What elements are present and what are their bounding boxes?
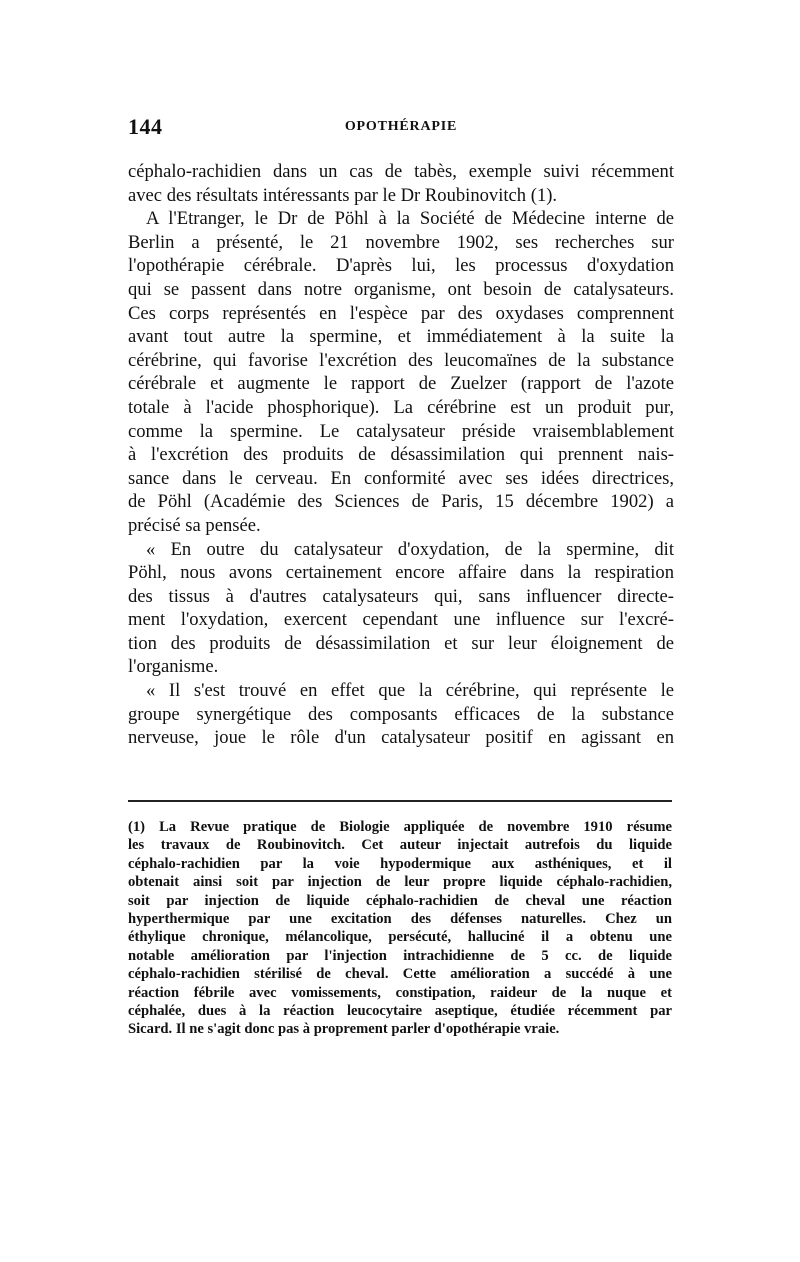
- text-line: céphalo-rachidien dans un cas de tabès, exemple suivi récemment: [128, 161, 674, 182]
- page-number: 144: [128, 114, 163, 139]
- text-line: Pöhl, nous avons certainement encore affaire dans la respiration: [128, 562, 674, 584]
- text-line: l'opothérapie cérébrale. D'après lui, les processus d'oxydation: [128, 255, 674, 277]
- text-line: comme la spermine. Le catalysateur préside vraisemblablement: [128, 420, 674, 442]
- body-text: [128, 160, 674, 750]
- text-line: nerveuse, joue le rôle d'un catalysateur positif en agissant en: [128, 727, 674, 749]
- text-line: ment l'oxydation, exercent cependant une influence sur l'excré-: [128, 609, 674, 631]
- text-line: avec des résultats intéressants par le Dr Roubinovitch (1).: [128, 184, 558, 206]
- text-line: Ces corps représentés en l'espèce par des oxydases comprennent: [128, 302, 674, 324]
- text-line: cérébrine, qui favorise l'excrétion des leucomaïnes de la substance: [128, 349, 674, 371]
- page-header: [128, 114, 674, 142]
- footnote-line: céphalo-rachidien par la voie hypodermique aux asthéniques, et il: [128, 855, 672, 872]
- text-line: précisé sa pensée.: [128, 514, 261, 536]
- text-line: l'organisme.: [128, 656, 219, 678]
- text-line: cérébrale et augmente le rapport de Zuelzer (rapport de l'azote: [128, 373, 674, 395]
- text-line: à l'excrétion des produits de désassimilation qui prennent nais-: [128, 444, 674, 466]
- text-line: des tissus à d'autres catalysateurs qui, sans influencer directe-: [128, 585, 674, 607]
- text-line: Berlin a présenté, le 21 novembre 1902, ses recherches sur: [128, 231, 674, 253]
- text-line: groupe synergétique des composants efficaces de la substance: [128, 703, 674, 725]
- footnote-line: hyperthermique par une excitation des défenses naturelles. Chez un: [128, 911, 672, 928]
- text-line: « Il s'est trouvé en effet que la cérébrine, qui représente le: [146, 680, 674, 702]
- footnote-line: (1) La Revue pratique de Biologie appliquée de novembre 1910 résume: [128, 819, 672, 835]
- footnote-rule: [128, 800, 672, 802]
- footnote-line: soit par injection de liquide céphalo-rachidien de cheval une réaction: [128, 892, 672, 909]
- footnote-line: éthylique chronique, mélancolique, persécuté, halluciné il a obtenu une: [128, 929, 672, 946]
- text-line: de Pöhl (Académie des Sciences de Paris, 15 décembre 1902) a: [128, 491, 674, 513]
- running-head: OPOTHÉRAPIE: [344, 119, 458, 134]
- footnote: [128, 818, 672, 1039]
- text-line: « En outre du catalysateur d'oxydation, de la spermine, dit: [146, 538, 674, 560]
- text-line: A l'Etranger, le Dr de Pöhl à la Société de Médecine interne de: [146, 208, 674, 230]
- text-line: totale à l'acide phosphorique). La cérébrine est un produit pur,: [128, 396, 674, 418]
- footnote-line: les travaux de Roubinovitch. Cet auteur injectait autrefois du liquide: [128, 837, 672, 854]
- footnote-line: notable amélioration par l'injection intrachidienne de 5 cc. de liquide: [128, 947, 672, 964]
- footnote-line: réaction fébrile avec vomissements, constipation, raideur de la nuque et: [128, 984, 672, 1001]
- footnote-line: obtenait ainsi soit par injection de leur propre liquide céphalo-rachidien,: [128, 874, 672, 891]
- text-line: avant tout autre la spermine, et immédiatement à la suite la: [128, 326, 674, 348]
- footnote-line: céphalée, dues à la réaction leucocytaire aseptique, étudiée récemment par: [128, 1003, 672, 1020]
- text-line: sance dans le cerveau. En conformité avec ses idées directrices,: [128, 467, 674, 489]
- footnote-line: céphalo-rachidien stérilisé de cheval. Cette amélioration a succédé à une: [128, 966, 672, 983]
- text-line: tion des produits de désassimilation et sur leur éloignement de: [128, 632, 674, 654]
- footnote-line: Sicard. Il ne s'agit donc pas à proprement parler d'opothérapie vraie.: [128, 1021, 560, 1038]
- text-line: qui se passent dans notre organisme, ont besoin de catalysateurs.: [128, 278, 674, 300]
